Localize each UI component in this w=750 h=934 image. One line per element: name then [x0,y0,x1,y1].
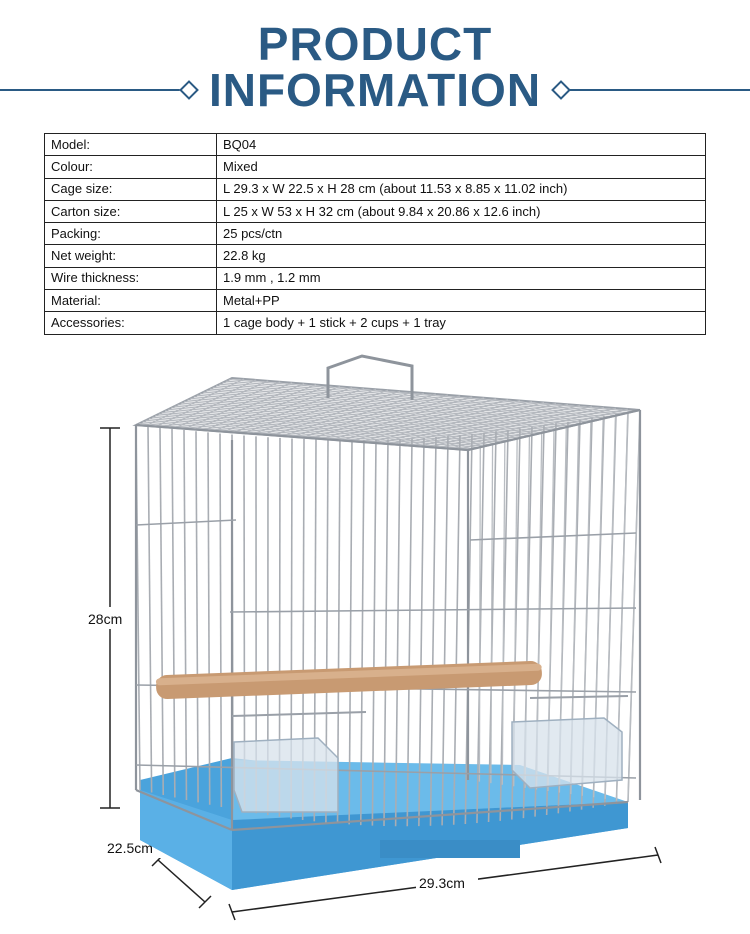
spec-label: Carton size: [45,200,217,222]
cage-wire [196,431,198,802]
spec-label: Net weight: [45,245,217,267]
spec-value: L 25 x W 53 x H 32 cm (about 9.84 x 20.86 x 12.6 inch) [217,200,706,222]
title-row-information [0,64,750,116]
table-row [45,267,706,289]
title-line-product: PRODUCT [0,18,750,70]
spec-value: 1 cage body + 1 stick + 2 cups + 1 tray [217,312,706,334]
spec-label: Colour: [45,156,217,178]
cage-wire [160,428,163,795]
spec-value: 22.8 kg [217,245,706,267]
width-label: 22.5cm [107,840,153,856]
spec-value: Metal+PP [217,290,706,312]
cage-wire [208,432,210,804]
wooden-perch [156,661,543,700]
cage-wire [172,429,175,798]
table-row [45,312,706,334]
table-row [45,290,706,312]
table-row [45,134,706,156]
cage-wire [184,430,186,800]
cage-wire [220,434,221,808]
cage-wire [491,444,493,783]
table-row [45,178,706,200]
table-row [45,156,706,178]
cage-wire [479,447,480,781]
spec-label: Packing: [45,223,217,245]
spec-table [44,133,706,335]
height-label: 28cm [88,611,122,627]
table-row [45,245,706,267]
feeding-cup-right [512,696,628,788]
spec-label: Wire thickness: [45,267,217,289]
cage-wire [148,426,152,792]
spec-label: Model: [45,134,217,156]
spec-label: Material: [45,290,217,312]
table-row [45,200,706,222]
spec-value: BQ04 [217,134,706,156]
table-row [45,223,706,245]
spec-value: 25 pcs/ctn [217,223,706,245]
spec-label: Cage size: [45,178,217,200]
cage-wire [628,410,640,802]
title-line-information: INFORMATION [0,64,750,116]
length-label: 29.3cm [419,875,465,891]
spec-value: L 29.3 x W 22.5 x H 28 cm (about 11.53 x 8.85 x 11.02 inch) [217,178,706,200]
title-rule-right [570,89,750,91]
product-figure [0,345,750,929]
spec-value: Mixed [217,156,706,178]
bird-cage-illustration [0,345,750,929]
spec-label: Accessories: [45,312,217,334]
spec-value: 1.9 mm , 1.2 mm [217,267,706,289]
